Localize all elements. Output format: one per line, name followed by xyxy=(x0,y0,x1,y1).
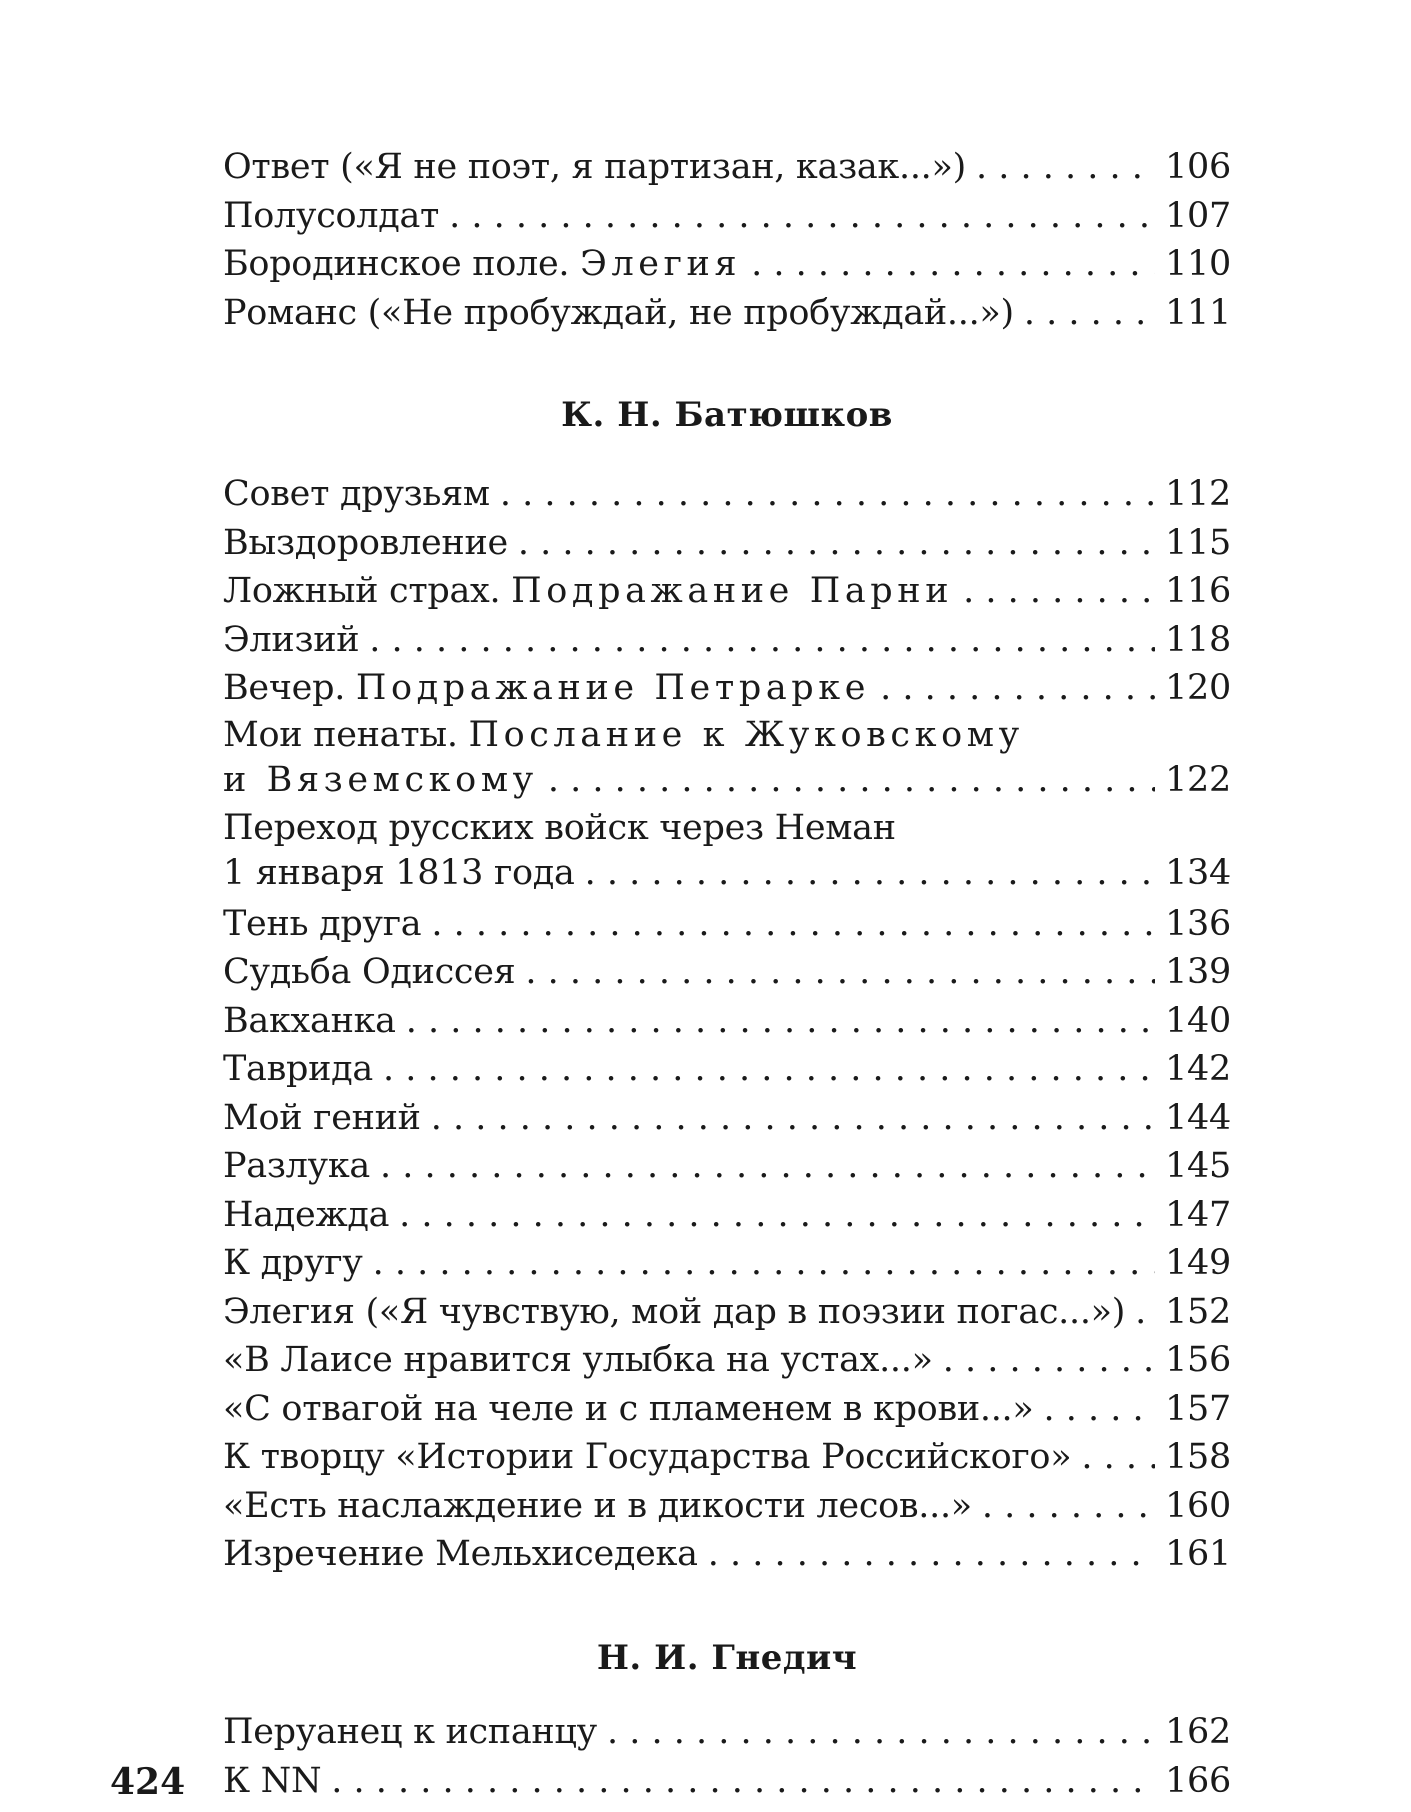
leader-dots xyxy=(548,758,1155,803)
toc-entry[interactable] xyxy=(223,192,1231,241)
toc-entry-title-line1: Переход русских войск через Неман xyxy=(223,808,896,848)
toc-entry[interactable] xyxy=(223,470,1231,519)
leader-dots xyxy=(500,470,1155,519)
toc-entry-title-line2: 1 января 1813 года xyxy=(223,853,575,893)
toc-entry-title: Элегия («Я чувствую, мой дар в поэзии погас...») xyxy=(223,1291,1126,1332)
toc-entry[interactable] xyxy=(223,1757,1231,1806)
toc-entry-page: 134 xyxy=(1165,853,1231,893)
toc-entry-page: 110 xyxy=(1165,244,1231,284)
toc-entry-title: Элизий xyxy=(223,619,360,660)
toc-entry[interactable] xyxy=(223,1191,1231,1240)
toc-section-batyushkov xyxy=(223,470,1231,1579)
toc-entry-title: К другу xyxy=(223,1243,363,1283)
toc-entry[interactable] xyxy=(223,900,1231,949)
toc-entry-page: 120 xyxy=(1165,668,1231,708)
toc-entry[interactable] xyxy=(223,1045,1231,1094)
toc-entry-title: Изречение Мельхиседека xyxy=(223,1534,698,1574)
author-heading: К. Н. Батюшков xyxy=(561,395,893,435)
toc-entry[interactable] xyxy=(223,1142,1231,1191)
toc-entry-page: 156 xyxy=(1165,1340,1231,1380)
toc-entry-page: 142 xyxy=(1165,1049,1231,1089)
toc-entry-page: 144 xyxy=(1165,1097,1231,1138)
leader-dots xyxy=(518,519,1155,568)
toc-entry-page: 118 xyxy=(1165,619,1231,660)
toc-entry[interactable] xyxy=(223,567,1231,616)
toc-entry-line2 xyxy=(223,758,1231,803)
leader-dots xyxy=(1135,1288,1155,1337)
toc-entry-page: 161 xyxy=(1165,1534,1231,1574)
leader-dots xyxy=(1043,1385,1155,1434)
toc-entry-title: Вакханка xyxy=(223,1000,396,1041)
leader-dots xyxy=(331,1757,1155,1806)
toc-entry-page: 111 xyxy=(1165,292,1231,333)
toc-entry-title: Надежда xyxy=(223,1194,390,1235)
leader-dots xyxy=(943,1336,1155,1385)
toc-entry-title-line2: и Вяземскому xyxy=(223,759,538,800)
toc-entry[interactable] xyxy=(223,948,1231,997)
toc-entry-multiline[interactable] xyxy=(223,713,1231,803)
toc-entry-title: «В Лаисе нравится улыбка на устах...» xyxy=(223,1340,933,1380)
toc-entry[interactable] xyxy=(223,1094,1231,1143)
toc-entry-title: Перуанец к испанцу xyxy=(223,1712,597,1752)
toc-entry-title: Тень друга xyxy=(223,903,422,944)
toc-entry[interactable] xyxy=(223,1482,1231,1531)
leader-dots xyxy=(449,192,1155,241)
toc-entry-page: 147 xyxy=(1165,1194,1231,1235)
toc-entry[interactable] xyxy=(223,1336,1231,1385)
toc-entry-title: Выздоровление xyxy=(223,522,508,563)
toc-entry-title: Разлука xyxy=(223,1146,370,1186)
toc-entry[interactable] xyxy=(223,240,1231,289)
leader-dots xyxy=(431,1094,1155,1143)
toc-entry-multiline[interactable] xyxy=(223,806,1231,896)
leader-dots xyxy=(399,1191,1155,1240)
toc-entry-title: «Есть наслаждение и в дикости лесов...» xyxy=(223,1485,972,1526)
toc-entry-page: 106 xyxy=(1165,147,1231,187)
toc-entry-title: Ложный страх. Подражание Парни xyxy=(223,571,954,611)
toc-entry-page: 122 xyxy=(1165,759,1231,800)
toc-entry-title: К NN xyxy=(223,1760,322,1801)
toc-entry[interactable] xyxy=(223,143,1231,192)
leader-dots xyxy=(963,567,1155,616)
toc-entry-page: 166 xyxy=(1165,1760,1231,1801)
toc-entry-page: 152 xyxy=(1165,1291,1231,1332)
leader-dots xyxy=(585,851,1155,896)
toc-entry[interactable] xyxy=(223,997,1231,1046)
toc-entry-page: 139 xyxy=(1165,952,1231,992)
toc-entry-title: К творцу «Истории Государства Российского» xyxy=(223,1437,1072,1477)
toc-entry[interactable] xyxy=(223,1385,1231,1434)
toc-entry-title: Ответ («Я не поэт, я партизан, казак...») xyxy=(223,147,966,187)
toc-entry-title-line1: Мои пенаты. Послание к Жуковскому xyxy=(223,714,1024,755)
toc-entry[interactable] xyxy=(223,616,1231,665)
toc-entry[interactable] xyxy=(223,1433,1231,1482)
leader-dots xyxy=(880,664,1155,713)
toc-entry[interactable] xyxy=(223,519,1231,568)
toc-section-gnedich xyxy=(223,1708,1231,1805)
leader-dots xyxy=(982,1482,1155,1531)
toc-entry-page: 116 xyxy=(1165,571,1231,611)
leader-dots xyxy=(406,997,1155,1046)
toc-entry[interactable] xyxy=(223,289,1231,338)
toc-entry-page: 157 xyxy=(1165,1388,1231,1429)
toc-entry-page: 140 xyxy=(1165,1000,1231,1041)
toc-entry-page: 160 xyxy=(1165,1485,1231,1526)
toc-entry-line2 xyxy=(223,851,1231,896)
toc-entry-page: 136 xyxy=(1165,903,1231,944)
leader-dots xyxy=(373,1239,1156,1288)
leader-dots xyxy=(525,948,1155,997)
toc-entry-page: 149 xyxy=(1165,1243,1231,1283)
leader-dots xyxy=(1024,289,1155,338)
toc-entry[interactable] xyxy=(223,1288,1231,1337)
toc-entry-title: Мой гений xyxy=(223,1097,421,1138)
toc-entry-page: 112 xyxy=(1165,474,1231,514)
toc-entry[interactable] xyxy=(223,1708,1231,1757)
toc-entry-title: Судьба Одиссея xyxy=(223,952,516,992)
leader-dots xyxy=(383,1045,1155,1094)
toc-entry-title: Таврида xyxy=(223,1049,373,1089)
toc-entry-page: 162 xyxy=(1165,1712,1231,1752)
toc-entry-title: Романс («Не пробуждай, не пробуждай...») xyxy=(223,292,1014,333)
toc-entry-page: 158 xyxy=(1165,1437,1231,1477)
leader-dots xyxy=(751,240,1155,289)
page-number: 424 xyxy=(110,1761,186,1803)
leader-dots xyxy=(1081,1433,1155,1482)
toc-entry-page: 107 xyxy=(1165,195,1231,236)
leader-dots xyxy=(976,143,1155,192)
toc-section-davydov xyxy=(223,143,1231,337)
leader-dots xyxy=(607,1708,1155,1757)
toc-entry-title: Бородинское поле. Элегия xyxy=(223,244,742,284)
toc-entry[interactable] xyxy=(223,1239,1231,1288)
toc-entry-title: «С отвагой на челе и с пламенем в крови...» xyxy=(223,1388,1034,1429)
toc-entry-title: Вечер. Подражание Петрарке xyxy=(223,668,871,708)
toc-entry-title: Совет друзьям xyxy=(223,474,490,514)
leader-dots xyxy=(380,1142,1155,1191)
toc-entry-page: 115 xyxy=(1165,522,1231,563)
toc-entry[interactable] xyxy=(223,664,1231,713)
leader-dots xyxy=(431,900,1155,949)
author-heading: Н. И. Гнедич xyxy=(596,1638,858,1678)
toc-entry[interactable] xyxy=(223,1530,1231,1579)
leader-dots xyxy=(369,616,1155,665)
toc-entry-title: Полусолдат xyxy=(223,195,440,236)
toc-entry-page: 145 xyxy=(1165,1146,1231,1186)
leader-dots xyxy=(708,1530,1155,1579)
